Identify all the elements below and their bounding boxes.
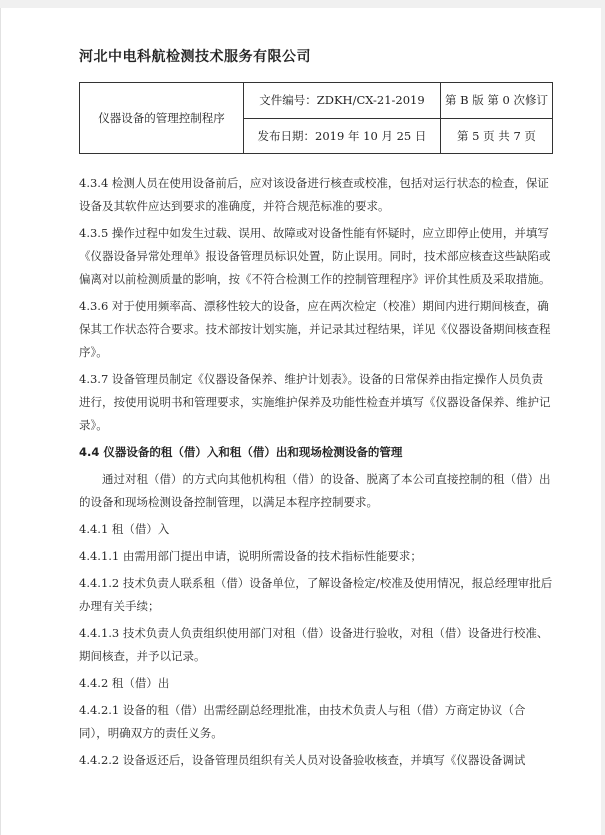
paragraph-4-4-1-1: 4.4.1.1 由需用部门提出申请，说明所需设备的技术指标性能要求； xyxy=(79,549,422,563)
paragraph-4-4-intro: 通过对租（借）的方式向其他机构租（借）的设备、脱离了本公司直接控制的租（借）出的设备和现场检测设备控制管理，以满足本程序控制要求。 xyxy=(79,472,551,509)
file-number-cell: 文件编号：ZDKH/CX-21-2019 xyxy=(243,83,440,119)
document-body xyxy=(79,172,553,776)
document-page xyxy=(0,8,601,835)
heading-4-4-1: 4.4.1 租（借）入 xyxy=(79,522,170,536)
issue-date-cell: 发布日期：2019 年 10 月 25 日 xyxy=(243,118,440,154)
section-heading-4-4: 4.4 仪器设备的租（借）入和租（借）出和现场检测设备的管理 xyxy=(79,445,403,459)
document-header-table xyxy=(79,82,553,154)
paragraph-4-4-1-3: 4.4.1.3 技术负责人负责组织使用部门对租（借）设备进行验收，对租（借）设备进行校准、期间核查，并予以记录。 xyxy=(79,626,549,663)
version-cell: 第 B 版 第 0 次修订 xyxy=(440,83,552,119)
heading-4-4-2: 4.4.2 租（借）出 xyxy=(79,676,170,690)
paragraph-4-4-2-2: 4.4.2.2 设备返还后，设备管理员组织有关人员对设备验收核查，并填写《仪器设备调试 xyxy=(79,753,526,767)
company-name: 河北中电科航检测技术服务有限公司 xyxy=(79,49,311,65)
paragraph-4-3-5: 4.3.5 操作过程中如发生过载、误用、故障或对设备性能有怀疑时，应立即停止使用，并填写《仪器设备异常处理单》报设备管理员标识处置，防止误用。同时，技术部应核查这些缺陷或偏离对以前检测质量的影响，按《不符合检测工作的控制管理程序》评价其性质及采取措施。 xyxy=(79,226,551,286)
paragraph-4-4-1-2: 4.4.1.2 技术负责人联系租（借）设备单位，了解设备检定/校准及使用情况，报总经理审批后办理有关手续； xyxy=(79,576,553,613)
paragraph-4-3-7: 4.3.7 设备管理员制定《仪器设备保养、维护计划表》。设备的日常保养由指定操作人员负责进行，按使用说明书和管理要求，实施维护保养及功能性检查并填写《仪器设备保养、维护记录》。 xyxy=(79,372,551,432)
paragraph-4-3-6: 4.3.6 对于使用频率高、漂移性较大的设备，应在两次检定（校准）期间内进行期间核查，确保其工作状态符合要求。技术部按计划实施，并记录其过程结果，详见《仪器设备期间核查程序》。 xyxy=(79,299,551,359)
page-info-cell: 第 5 页 共 7 页 xyxy=(440,118,552,154)
document-title-cell: 仪器设备的管理控制程序 xyxy=(80,83,244,154)
paragraph-4-3-4: 4.3.4 检测人员在使用设备前后，应对该设备进行核查或校准，包括对运行状态的检查，保证设备及其软件应达到要求的准确度，并符合规范标准的要求。 xyxy=(79,176,549,213)
paragraph-4-4-2-1: 4.4.2.1 设备的租（借）出需经副总经理批准，由技术负责人与租（借）方商定协议（合同），明确双方的责任义务。 xyxy=(79,703,526,740)
